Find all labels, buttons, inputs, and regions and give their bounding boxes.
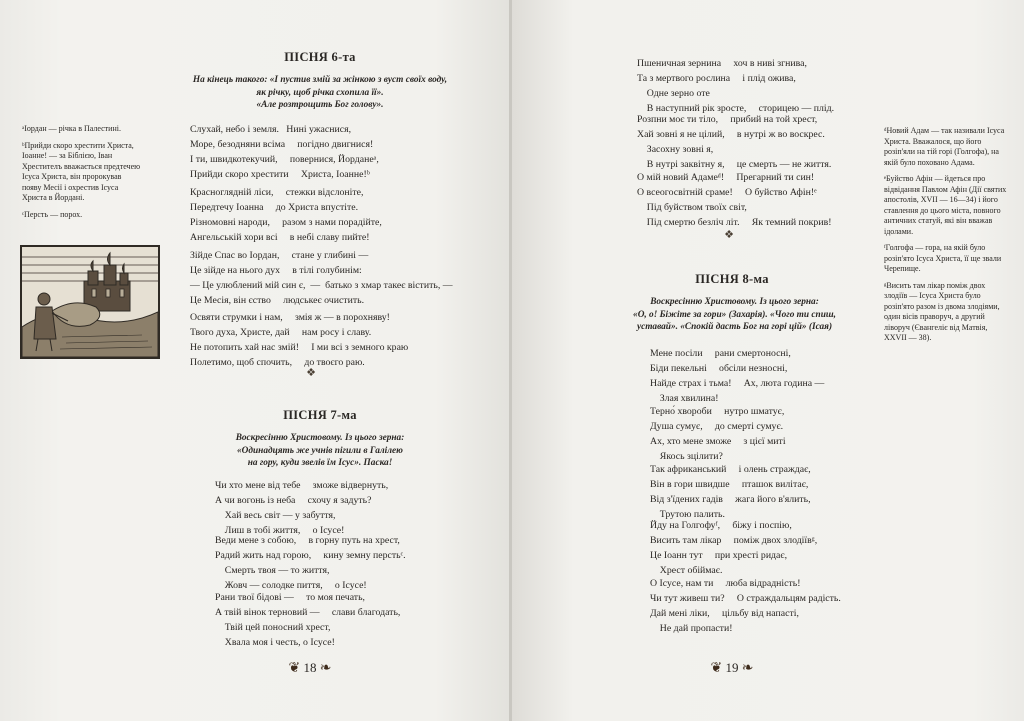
song-8-title: ПІСНЯ 8-ма — [695, 272, 769, 286]
song-7-stanza-3 — [215, 590, 400, 650]
epigraph-line: «Одинадцять же учнів пігили в Галілею — [237, 445, 403, 456]
song-7-title: ПІСНЯ 7-ма — [283, 408, 357, 422]
verse-line: Твій цей поносний хрест, — [215, 622, 331, 633]
folio-ornament-icon: ❧ — [319, 661, 332, 676]
verse-line: Лиш в тобі життя, о Ісусе! — [215, 525, 345, 536]
ornament-divider: ❖ — [724, 229, 734, 241]
song-8-stanza-4 — [650, 518, 817, 578]
verse-line: Це Іоанн тут при хресті ридає, — [650, 550, 788, 561]
song-7-stanza-1 — [215, 478, 388, 538]
verse-line: Під буйством твоїх світ, — [637, 202, 747, 213]
woodcut-illustration — [20, 245, 160, 359]
page-number: 19 — [725, 660, 739, 675]
verse-line: Одне зерно оте — [637, 88, 710, 99]
song-8-stanza-2 — [650, 404, 786, 464]
verse-line: І ти, швидкотекучий, повернися, Йорданеᵃ, — [190, 154, 379, 165]
verse-line: Так африканський і олень страждає, — [650, 464, 811, 475]
epigraph-line: «О, о! Біжіте за гори» (Захарія). «Чого ти спиш, — [633, 309, 836, 320]
verse-line: А чи вогонь із неба схочу я задуть? — [215, 495, 372, 506]
verse-line: Радий жить над горою, кину земну перстьᶜ. — [215, 550, 406, 561]
margin-notes-left — [22, 124, 142, 226]
page-number: 18 — [303, 660, 317, 675]
verse-line: Ах, хто мене зможе з цієї миті — [650, 436, 786, 447]
verse-line: Хай зовні я не цілий, в нутрі ж во воскрес. — [637, 129, 825, 140]
verse-line: Передтечу Іоанна до Христа впустіте. — [190, 202, 359, 213]
folio-ornament-icon: ❦ — [288, 661, 301, 676]
verse-line: Йду на Голгофуᶠ, біжу і поспію, — [650, 520, 792, 531]
epigraph-line: Воскресінню Христовому. Із цього зерна: — [235, 433, 405, 443]
footnote: ᶜПерсть — порох. — [22, 209, 83, 219]
page-number-18 — [270, 660, 350, 677]
epigraph-line: Воскресінню Христовому. Із цього зерна: — [650, 297, 819, 307]
verse-line: Мене посіли рани смертоносні, — [650, 348, 791, 359]
verse-line: Хай весь світ — у забуття, — [215, 510, 336, 521]
epigraph-line: уставай». «Спокій дасть Бог на горі цій» (Ісая) — [636, 322, 833, 332]
verse-line: Це зійде на нього дух в тілі голубинім: — [190, 265, 362, 276]
footnote: ᵍВисить там лікар поміж двох злодіїв — Ісуса Христа було розіп'ято разом із двома злодіями, один вісів праворуч, а другий ліворуч (Євангеліє від Матвія, XXVII — 38). — [884, 280, 1000, 342]
verse-line: Розпни моє ти тіло, прибий на той хрест, — [637, 114, 818, 125]
song-7-stanza-5 — [637, 112, 831, 172]
song-6-title: ПІСНЯ 6-та — [284, 50, 356, 64]
verse-line: Засохну зовні я, — [637, 144, 714, 155]
verse-line: Веди мене з собою, в горну путь на хрест, — [215, 535, 400, 546]
footnote: ᵇПрийди скоро хрестити Христа, Іоанне! — за Біблією, Іван Хрестителъ вважається предтечею Ісуса Христа, він пророкував появу Месії і охрестив Ісуса Христа в Йордані. — [22, 140, 141, 202]
epigraph-line: як річку, щоб річка схопила її». — [256, 87, 384, 98]
verse-line: Слухай, небо і земля. Нині ужаснися, — [190, 124, 352, 135]
verse-line: — Це улюблений мій син є, — батько з хмар такеє вістить, — — [190, 280, 453, 291]
verse-line: Полетимо, щоб спочить, до твоєго раю. — [190, 357, 365, 368]
verse-line: Чи хто мене від тебе зможе відвернуть, — [215, 480, 389, 491]
verse-line: Не дай пропасти! — [650, 623, 733, 634]
verse-line: Не потопить хай нас змій! І ми всі з земного краю — [190, 342, 409, 353]
epigraph-line: «Але розтрощить Бог голову». — [256, 100, 384, 110]
right-page — [512, 0, 1024, 721]
song-8-epigraph — [602, 296, 867, 334]
verse-line: Прийди скоро хрестити Христа, Іоанне!ᵇ — [190, 169, 370, 180]
verse-line: О Ісусе, нам ти люба відрадність! — [650, 578, 801, 589]
folio-ornament-icon: ❦ — [710, 661, 723, 676]
verse-line: Трутою палить. — [650, 509, 725, 520]
verse-line: Під смертю безліч літ. Як темний покрив! — [637, 217, 832, 228]
song-6-stanza-2 — [190, 185, 382, 245]
song-8-stanza-3 — [650, 462, 811, 522]
song-6-stanza-3 — [190, 248, 453, 308]
song-8-stanza-1 — [650, 346, 824, 406]
song-7-stanza-2 — [215, 533, 406, 593]
song-6-stanza-1 — [190, 122, 379, 182]
verse-line: Красноглядній ліси, стежки відслоніте, — [190, 187, 364, 198]
verse-line: Освяти струмки і нам, змія ж — в порохняву! — [190, 312, 390, 323]
margin-notes-right — [884, 126, 1009, 350]
verse-line: Твого духа, Христе, дай нам росу і славу. — [190, 327, 372, 338]
verse-line: Різномовні народи, разом з нами порадійте, — [190, 217, 382, 228]
verse-line: Хрест обіймає. — [650, 565, 723, 576]
verse-line: Від з'їдених гадів жага його в'ялить, — [650, 494, 811, 505]
song-6-stanza-4 — [190, 310, 408, 370]
song-8-stanza-5 — [650, 576, 841, 636]
verse-line: Чи тут живеш ти? О страждальцям радість. — [650, 593, 841, 604]
song-6-epigraph — [160, 74, 480, 112]
verse-line: Якось зцілити? — [650, 451, 723, 462]
footnote: ᵈНовий Адам — так називали Ісуса Христа. Вважалося, що його розіп'яли на тій горі (Голгофа), на якій було поховано Адама. — [884, 126, 1005, 167]
verse-line: О мій новий Адамеᵈ! Прегарний ти син! — [637, 172, 815, 183]
song-7-stanza-6 — [637, 170, 831, 230]
verse-line: Смерть твоя — то життя, — [215, 565, 330, 576]
song-7-stanza-4 — [637, 56, 834, 116]
epigraph-line: На кінець такого: «І пустив змій за жінкою з вуст своїх воду, — [192, 75, 448, 85]
verse-line: А твій вінок терновий — слави благодать, — [215, 607, 401, 618]
footnote: ᵉБуйство Афін — йдеться про відвідання Павлом Афін (Дії святих апостолів, XVII — 16—34) і його ставлення до цього міста, повного античних статуй, які він вважав ідолами. — [884, 174, 1007, 236]
verse-line: Зійде Спас во Іордан, стане у глибині — — [190, 250, 369, 261]
folio-ornament-icon: ❧ — [741, 661, 754, 676]
page-number-19 — [692, 660, 772, 677]
verse-line: В нутрі заквітну я, це смерть — не життя. — [637, 159, 832, 170]
verse-line: Та з мертвого рослина і плід ожива, — [637, 73, 796, 84]
verse-line: Він в гори швидше пташок вилітає, — [650, 479, 809, 490]
verse-line: Море, безодняни всіма погідно двигнися! — [190, 139, 374, 150]
verse-line: Хвала моя і честь, о Ісусе! — [215, 637, 335, 648]
verse-line: Злая хвилина! — [650, 393, 719, 404]
verse-line: Душа сумує, до смерті сумує. — [650, 421, 784, 432]
verse-line: Дай мені ліки, цільбу від напасті, — [650, 608, 799, 619]
verse-line: Висить там лікар поміж двох злодіївᵍ, — [650, 535, 818, 546]
verse-line: О всеогосвітній сраме! О буйство Афін!ᵉ — [637, 187, 817, 198]
song-7-epigraph — [170, 432, 470, 470]
epigraph-line: на гору, куди звелів їм Ісус». Паска! — [247, 458, 393, 468]
footnote: ᶠГолгофа — гора, на якій було розіп'ято Ісуса Христа, її ще звали Черепище. — [884, 243, 1002, 273]
woodcut-baptism-image — [22, 247, 158, 357]
footnote: ᵃІордан — річка в Палестині. — [22, 124, 121, 133]
verse-line: Біди пекельні обсіли незносні, — [650, 363, 788, 374]
verse-line: Ангельській хори всі в небі славу пийте! — [190, 232, 370, 243]
verse-line: Терно́ хвороби нутро шматує, — [650, 406, 785, 417]
verse-line: Це Месія, він єство людськеє очистить. — [190, 295, 365, 306]
ornament-divider: ❖ — [306, 367, 316, 379]
verse-line: В наступний рік зросте, сторицею — плід. — [637, 103, 835, 114]
verse-line: Рани твої бідові — то моя печать, — [215, 592, 366, 603]
verse-line: Пшеничная зернина хоч в ниві згнива, — [637, 58, 807, 69]
verse-line: Найде страх і тьма! Ах, люта година — — [650, 378, 825, 389]
verse-line: Жовч — солодке пиття, о Ісусе! — [215, 580, 367, 591]
